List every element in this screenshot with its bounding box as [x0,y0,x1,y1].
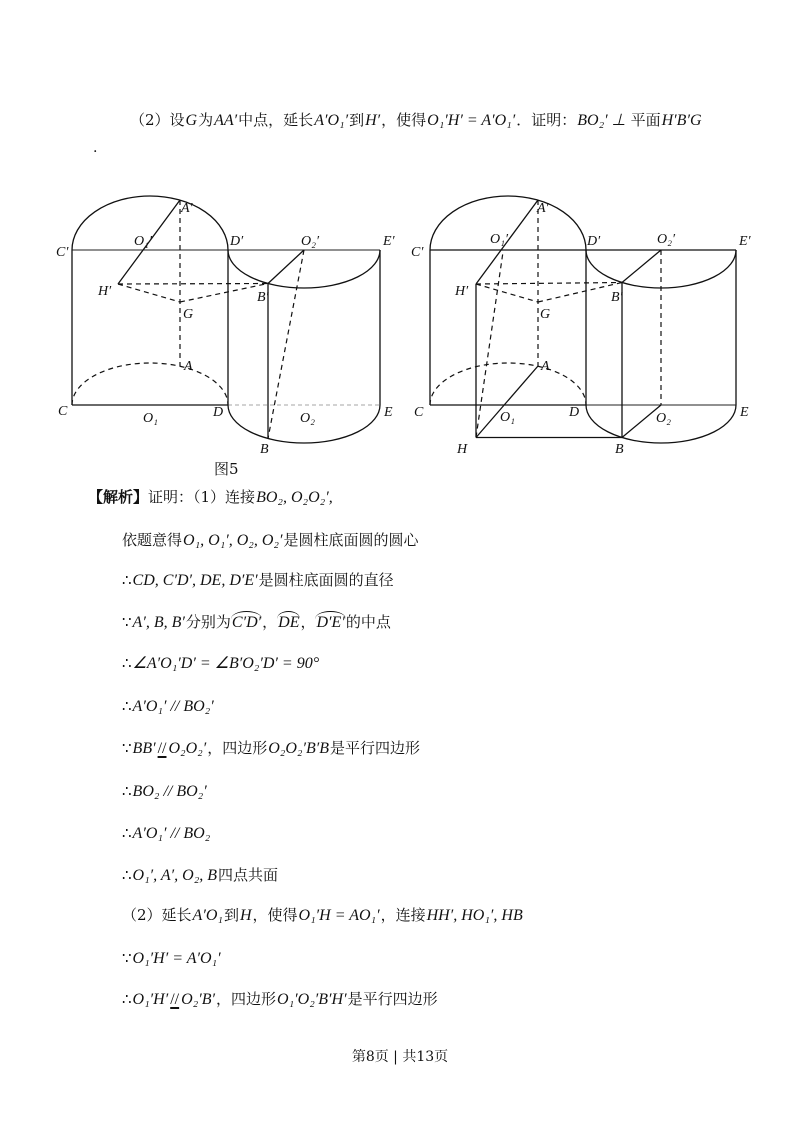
math-run: O₂O₂′ [168,740,207,757]
arc-c-d-hidden [430,363,586,405]
arc-notation: C′D′ [231,614,262,631]
text-run: 平面 [630,111,661,129]
label-d-prime: D′ [587,234,601,249]
text-run: 依题意得 [122,531,183,549]
label-e-prime: E′ [739,234,751,249]
math-run: O₁, O₁′, O₂, O₂′ [183,532,283,549]
label-o2-prime: O₂′ [301,234,320,249]
solution-line [122,530,419,551]
text-run: ， [300,613,316,631]
math-run: H [239,907,252,924]
math-run: G [185,112,198,129]
text-run: ∴ [122,866,132,884]
figure-caption: 图5 [214,460,239,478]
arc-c-d-hidden [72,363,228,405]
arc-notation: DE [278,614,300,631]
text-run: ，四边形 [216,990,277,1008]
stray-dot: . [93,140,98,156]
label-e: E [740,405,749,420]
page-footer: 第8页 | 共13页 [351,1049,449,1065]
label-h: H [457,442,468,457]
label-a-prime: A′ [181,201,193,216]
math-run: O₁′H′ = A′O₁′ [132,950,221,967]
label-b-prime: B′ [611,290,623,305]
edge-h-prime-b-prime [118,284,268,285]
label-g: G [540,307,551,322]
label-o1: O₁ [143,411,158,426]
text-run: ∴ [122,697,132,715]
text-run: ，四边形 [207,739,268,757]
text-run: ∵ [122,949,132,967]
math-run: ∠A′O₁′D′ = ∠B′O₂′D′ = 90° [132,655,320,672]
text-run: （2）设 [130,111,185,129]
math-run: O₂O₂′B′B [268,740,330,757]
label-c-prime: C′ [56,245,69,260]
text-run: ．证明： [516,111,577,129]
text-run: ∵ [122,613,132,631]
solution-line [122,696,215,717]
text-run: 证明：（1）连接 [148,488,256,506]
label-o2-prime: O₂′ [657,232,676,247]
label-d: D [213,405,224,420]
text-run: 到 [349,111,365,129]
edge-h-a [476,366,538,438]
solution-line [122,823,211,844]
text-run: ， [262,613,278,631]
arc-d-prime-e-prime [228,250,380,288]
edge-h-o1-prime [476,252,503,438]
edge-h-prime-g [118,284,180,302]
figure-5 [0,180,800,470]
label-o1: O₁ [500,410,515,425]
text-run: ∴ [122,571,132,589]
parallel-equal-symbol: // [170,991,180,1008]
label-o1-prime: O₁′ [490,232,509,247]
text-run: 为 [198,111,214,129]
math-run: H′ [365,112,381,129]
math-run: A′O₁ [192,907,223,924]
solution-line [122,989,438,1010]
text-run: 四点共面 [218,866,279,884]
text-run: ，使得 [381,111,427,129]
edge-o2-prime-b-prime [622,250,661,283]
math-run: A′O₁′ // BO₂′ [132,698,214,715]
math-run: AA′ [214,112,238,129]
text-run: 是平行四边形 [330,739,421,757]
math-run: A′O₁′ // BO₂ [132,825,211,842]
text-run: 是圆柱底面圆的直径 [258,571,394,589]
label-h-prime: H′ [98,284,112,299]
question-statement [130,110,703,131]
edge-h-prime-g [476,284,538,302]
math-run: O₁′O₂′B′H′ [277,991,347,1008]
edge-g-b-prime [538,283,622,303]
math-run: O₂′B′ [181,991,215,1008]
label-c-prime: C′ [411,245,424,260]
label-d: D [569,405,580,420]
label-b: B [260,442,269,457]
text-run: 分别为 [185,613,231,631]
solution-line [122,865,278,886]
bold-label: 【解析】 [88,488,149,506]
solution-line [122,948,222,969]
math-run: BO₂ // BO₂′ [132,783,207,800]
solution-line [122,653,320,674]
label-o2: O₂ [656,411,671,426]
text-run: （2）延长 [122,906,192,924]
solution-line [122,738,420,759]
text-run: ，连接 [380,906,426,924]
edge-g-b-prime [180,284,268,303]
text-run: ∴ [122,824,132,842]
solution-line [122,781,208,802]
label-d-prime: D′ [230,234,244,249]
figure-right-diagram [411,196,752,457]
arc-notation: D′E′ [316,614,345,631]
solution-line [122,905,524,926]
text-run: ，使得 [252,906,298,924]
text-run: 是平行四边形 [347,990,438,1008]
label-c: C [414,405,424,420]
math-run: BO₂′ ⊥ [577,112,630,129]
label-b: B [615,442,624,457]
text-run: 的中点 [345,613,391,631]
math-run: O₁′H = AO₁′ [298,907,380,924]
math-run: O₁′H′ [132,991,169,1008]
text-run: ∴ [122,990,132,1008]
solution-line [122,570,394,591]
math-run: BB′ [132,740,156,757]
math-run: H′B′G [661,112,702,129]
math-run: A′, B, B′ [132,614,185,631]
math-run: HH′, HO₁′, HB [426,907,523,924]
label-b-prime: B′ [257,290,269,305]
text-run: 是圆柱底面圆的圆心 [283,531,419,549]
text-run: 到 [223,906,239,924]
text-run: ∴ [122,654,132,672]
parallel-equal-symbol: // [157,740,167,757]
figure-left-diagram [56,196,396,457]
label-h-prime: H′ [455,284,469,299]
label-e-prime: E′ [383,234,395,249]
solution-line [88,487,334,508]
text-run: ∵ [122,739,132,757]
math-run: O₁′H′ = A′O₁′ [427,112,516,129]
label-a: A [184,359,193,374]
solution-line [122,612,391,633]
label-a: A [541,359,550,374]
label-c: C [58,404,68,419]
label-a-prime: A′ [537,201,549,216]
label-o1-prime: O₁′ [134,234,153,249]
label-g: G [183,307,194,322]
label-e: E [384,405,393,420]
math-run: A′O₁′ [314,112,349,129]
label-o2: O₂ [300,411,315,426]
text-run: ∴ [122,782,132,800]
text-run: 中点，延长 [238,111,314,129]
math-run: CD, C′D′, DE, D′E′ [132,572,258,589]
math-run: O₁′, A′, O₂, B [132,867,218,884]
math-run: BO₂, O₂O₂′, [256,489,333,506]
